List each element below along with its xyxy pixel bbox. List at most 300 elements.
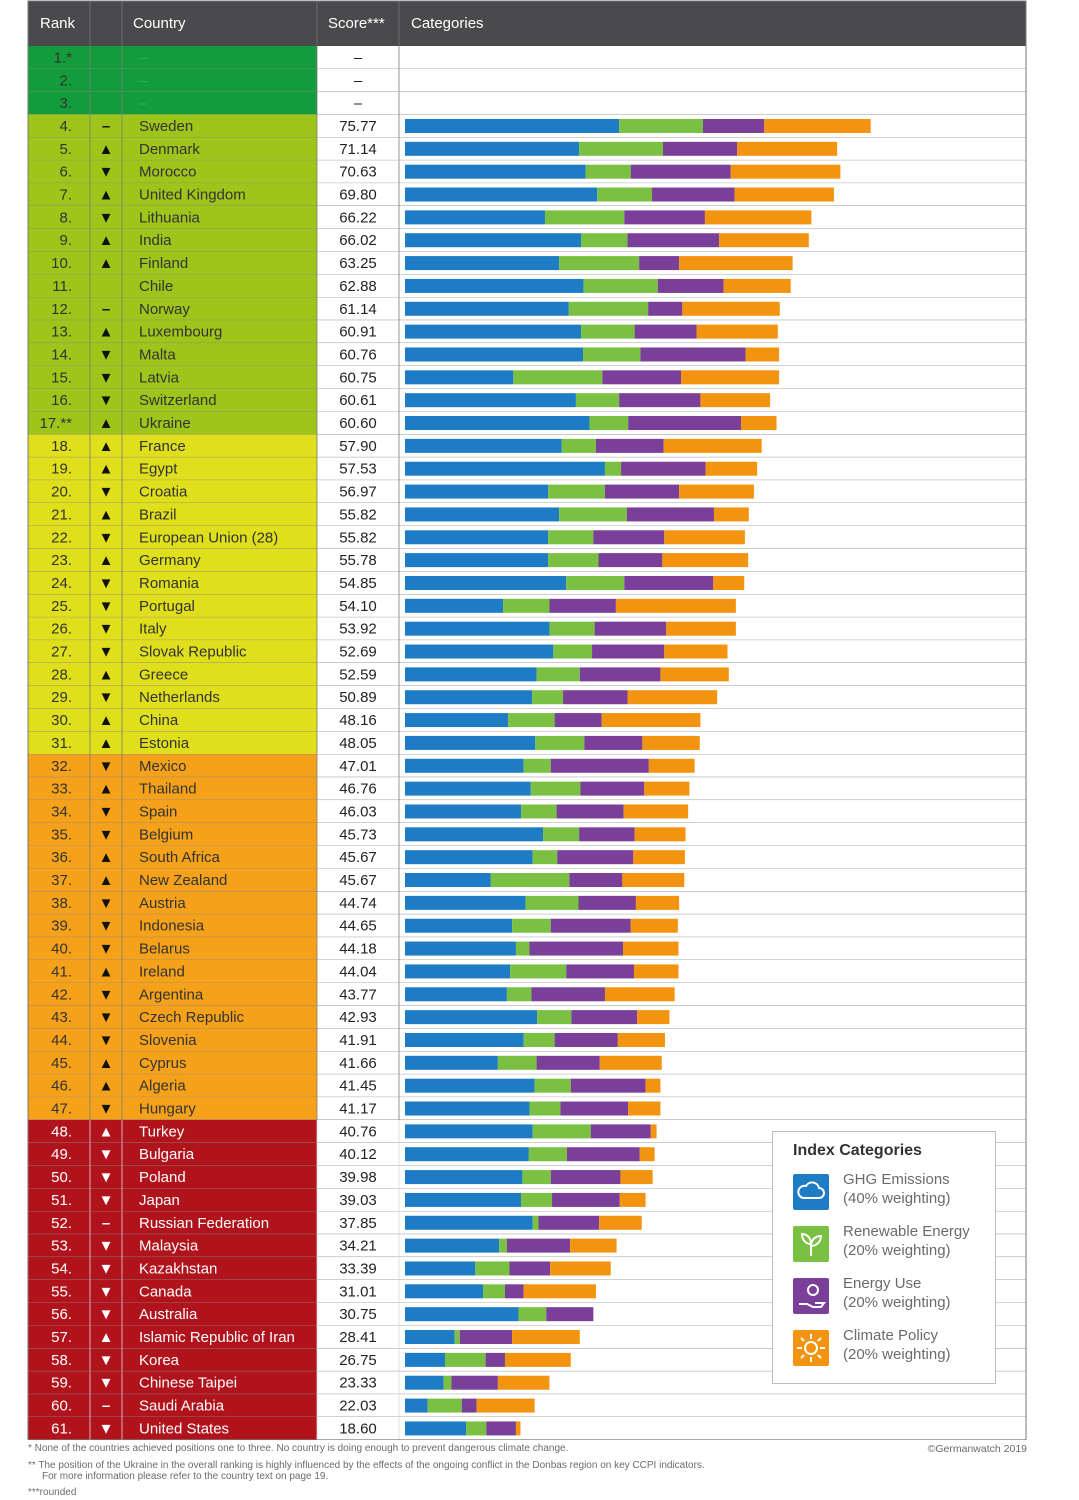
bar-segment-pol: [682, 302, 779, 316]
bar-segment-ghg: [405, 142, 579, 156]
bar-segment-ghg: [405, 1376, 444, 1390]
trend-marker: ▼: [98, 1420, 114, 1438]
country-cell: Lithuania: [139, 209, 200, 227]
country-cell: Sweden: [139, 117, 194, 135]
rank-cell: 54.: [51, 1260, 72, 1278]
bar-segment-use: [537, 1056, 600, 1070]
rank-cell: 22.: [51, 529, 72, 547]
bar-segment-pol: [764, 119, 870, 133]
trend-marker: ▼: [98, 1237, 114, 1255]
score-cell: 70.63: [339, 163, 377, 181]
bar-segment-ghg: [405, 942, 516, 956]
country-cell: Russian Federation: [139, 1214, 270, 1232]
score-cell: 42.93: [339, 1009, 377, 1027]
rank-cell: 42.: [51, 986, 72, 1004]
bar-segment-pol: [660, 667, 728, 681]
country-cell: Norway: [139, 300, 190, 318]
trend-marker: ▼: [98, 940, 114, 958]
bar-segment-ren: [545, 210, 624, 224]
bar-segment-pol: [644, 782, 689, 796]
bar-segment-ren: [619, 119, 703, 133]
score-cell: 55.82: [339, 529, 377, 547]
score-cell: 60.60: [339, 415, 377, 433]
bar-segment-pol: [679, 485, 754, 499]
bar-segment-ren: [584, 279, 658, 293]
country-cell: Spain: [139, 803, 178, 821]
bar-segment-pol: [550, 1261, 611, 1275]
bar-segment-use: [652, 188, 735, 202]
bar-segment-pol: [642, 736, 699, 750]
bar-segment-ren: [569, 302, 648, 316]
rank-cell: 35.: [51, 826, 72, 844]
bar-segment-ghg: [405, 1353, 445, 1367]
rank-cell: 52.: [51, 1214, 72, 1232]
bar-segment-ren: [483, 1284, 505, 1298]
footnote-1: * None of the countries achieved positions one to three. No country is doing enough to prevent dangerous climate change.: [28, 1443, 569, 1454]
score-cell: 18.60: [339, 1420, 377, 1438]
bar-segment-ghg: [405, 896, 526, 910]
trend-marker: ▲: [98, 963, 114, 981]
country-cell: Malaysia: [139, 1237, 199, 1255]
bar-segment-ren: [605, 462, 621, 476]
bar-segment-ghg: [405, 1421, 466, 1435]
bar-segment-ren: [521, 804, 556, 818]
bar-segment-ren: [529, 1147, 567, 1161]
bar-segment-ghg: [405, 188, 597, 202]
bar-segment-use: [569, 873, 622, 887]
bar-segment-use: [566, 964, 634, 978]
bar-segment-ghg: [405, 279, 584, 293]
bar-segment-ghg: [405, 804, 521, 818]
trend-marker: ▲: [98, 506, 114, 524]
score-cell: 54.85: [339, 574, 377, 592]
bar-segment-ghg: [405, 485, 548, 499]
bar-segment-ren: [562, 439, 596, 453]
bar-segment-pol: [524, 1284, 596, 1298]
bar-segment-use: [580, 667, 661, 681]
trend-marker: ▲: [98, 1123, 114, 1141]
bar-segment-pol: [602, 713, 701, 727]
legend-item-energy-use: [793, 1274, 993, 1318]
score-cell: 46.03: [339, 803, 377, 821]
bar-segment-pol: [620, 1193, 646, 1207]
bar-segment-ren: [581, 233, 627, 247]
score-cell: 63.25: [339, 255, 377, 273]
trend-marker: ▲: [98, 849, 114, 867]
row-white-cell: [317, 69, 1026, 92]
trend-marker: ▼: [98, 392, 114, 410]
bar-segment-ren: [548, 485, 605, 499]
bar-segment-ghg: [405, 416, 589, 430]
trend-marker: ▼: [98, 1169, 114, 1187]
bar-segment-pol: [477, 1399, 535, 1413]
trend-marker: –: [101, 1397, 111, 1415]
bar-segment-ren: [583, 347, 640, 361]
score-cell: 41.17: [339, 1100, 377, 1118]
bar-segment-ren: [535, 1079, 571, 1093]
country-cell: Italy: [139, 620, 167, 638]
bar-segment-ren: [597, 188, 652, 202]
country-cell: Austria: [139, 894, 186, 912]
country-cell: Ireland: [139, 963, 185, 981]
country-cell: Romania: [139, 574, 200, 592]
rank-cell: 14.: [51, 346, 72, 364]
rank-cell: 37.: [51, 872, 72, 890]
bar-segment-use: [628, 416, 741, 430]
bar-segment-pol: [620, 1170, 652, 1184]
trend-marker: ▼: [98, 597, 114, 615]
bar-segment-use: [579, 896, 636, 910]
cloud-icon: [793, 1174, 829, 1210]
bar-segment-use: [591, 1124, 651, 1138]
country-cell: Czech Republic: [139, 1009, 245, 1027]
bar-segment-use: [557, 804, 624, 818]
bar-segment-ghg: [405, 987, 507, 1001]
bar-segment-pol: [605, 987, 675, 1001]
rank-cell: 41.: [51, 963, 72, 981]
trend-marker: ▲: [98, 734, 114, 752]
bar-segment-use: [602, 370, 681, 384]
score-cell: 55.82: [339, 506, 377, 524]
bar-segment-pol: [746, 347, 780, 361]
bar-segment-ren: [513, 370, 602, 384]
country-cell: Estonia: [139, 734, 190, 752]
bar-segment-use: [596, 439, 664, 453]
bar-segment-pol: [622, 873, 684, 887]
bar-segment-pol: [731, 165, 841, 179]
country-cell: Australia: [139, 1306, 198, 1324]
bar-segment-use: [486, 1421, 516, 1435]
country-cell: China: [139, 712, 179, 730]
bar-segment-ghg: [405, 1124, 533, 1138]
score-cell: 34.21: [339, 1237, 377, 1255]
rank-cell: 36.: [51, 849, 72, 867]
rank-cell: 44.: [51, 1031, 72, 1049]
rank-cell: 15.: [51, 369, 72, 387]
country-cell: Brazil: [139, 506, 177, 524]
country-cell: Hungary: [139, 1100, 196, 1118]
legend-weight-ghg: (40% weighting): [843, 1190, 951, 1207]
bar-segment-ren: [548, 553, 598, 567]
country-cell: Argentina: [139, 986, 204, 1004]
bar-segment-ren: [533, 1216, 539, 1230]
score-cell: 41.91: [339, 1031, 377, 1049]
country-cell: Germany: [139, 552, 201, 570]
rank-cell: 13.: [51, 323, 72, 341]
legend-label-energy-use: Energy Use: [843, 1275, 922, 1292]
score-cell: 60.61: [339, 392, 377, 410]
country-cell: Kazakhstan: [139, 1260, 218, 1278]
rank-cell: 46.: [51, 1077, 72, 1095]
trend-marker: ▼: [98, 1283, 114, 1301]
bar-segment-ren: [533, 850, 558, 864]
country-cell: Thailand: [139, 780, 197, 798]
country-cell: Cyprus: [139, 1054, 187, 1072]
trend-marker: ▼: [98, 1146, 114, 1164]
score-cell: 40.12: [339, 1146, 377, 1164]
country-cell: Mexico: [139, 757, 187, 775]
trend-marker: ▲: [98, 666, 114, 684]
bar-segment-pol: [649, 759, 695, 773]
country-cell: Morocco: [139, 163, 197, 181]
score-cell: 44.04: [339, 963, 377, 981]
bar-segment-ren: [522, 1170, 550, 1184]
score-cell: 45.73: [339, 826, 377, 844]
bar-segment-use: [555, 713, 602, 727]
score-cell: 44.74: [339, 894, 377, 912]
trend-marker: ▼: [98, 346, 114, 364]
bar-segment-use: [505, 1284, 524, 1298]
rank-cell: 16.: [51, 392, 72, 410]
trend-marker: ▲: [98, 140, 114, 158]
bar-segment-use: [595, 622, 667, 636]
country-cell: Portugal: [139, 597, 195, 615]
bar-segment-ghg: [405, 713, 508, 727]
country-cell: Malta: [139, 346, 176, 364]
bar-segment-ren: [507, 987, 532, 1001]
score-cell: 61.14: [339, 300, 377, 318]
trend-marker: ▲: [98, 1329, 114, 1347]
bar-segment-use: [539, 1216, 600, 1230]
bar-segment-use: [631, 165, 731, 179]
trend-marker: ▼: [98, 1374, 114, 1392]
bar-segment-pol: [637, 1010, 669, 1024]
bar-segment-use: [580, 782, 644, 796]
trend-marker: ▼: [98, 917, 114, 935]
country-cell: Croatia: [139, 483, 188, 501]
bar-segment-ghg: [405, 827, 543, 841]
country-cell: Bulgaria: [139, 1146, 195, 1164]
rank-cell: 33.: [51, 780, 72, 798]
bar-segment-pol: [664, 645, 727, 659]
bar-segment-use: [546, 1307, 593, 1321]
bar-segment-ren: [533, 1124, 591, 1138]
country-cell: Ukraine: [139, 415, 191, 433]
country-cell: Egypt: [139, 460, 178, 478]
bar-segment-ren: [559, 256, 639, 270]
bar-segment-pol: [631, 919, 678, 933]
rank-cell: 40.: [51, 940, 72, 958]
bar-segment-pol: [681, 370, 779, 384]
bar-segment-ghg: [405, 622, 549, 636]
country-cell: Netherlands: [139, 689, 220, 707]
bar-segment-ghg: [405, 1261, 475, 1275]
trend-marker: ▼: [98, 689, 114, 707]
bar-segment-pol: [498, 1376, 550, 1390]
trend-marker: ▼: [98, 483, 114, 501]
copyright: ©Germanwatch 2019: [927, 1443, 1027, 1455]
country-cell: Switzerland: [139, 392, 217, 410]
rank-cell: 59.: [51, 1374, 72, 1392]
rank-cell: 4.: [59, 117, 72, 135]
bar-segment-pol: [737, 142, 837, 156]
bar-segment-ghg: [405, 165, 586, 179]
country-cell: Belgium: [139, 826, 194, 844]
bar-segment-ghg: [405, 507, 559, 521]
country-cell: France: [139, 437, 186, 455]
country-cell: –: [139, 49, 148, 67]
trend-marker: ▲: [98, 415, 114, 433]
score-cell: 56.97: [339, 483, 377, 501]
bar-segment-use: [592, 645, 664, 659]
trend-marker: ▲: [98, 323, 114, 341]
bar-segment-ghg: [405, 256, 559, 270]
trend-marker: ▲: [98, 712, 114, 730]
rank-cell: 51.: [51, 1191, 72, 1209]
bar-segment-ghg: [405, 599, 503, 613]
bar-segment-use: [640, 347, 745, 361]
trend-marker: –: [101, 117, 111, 135]
country-cell: United States: [139, 1420, 230, 1438]
bar-segment-pol: [512, 1330, 580, 1344]
bar-segment-ren: [535, 736, 584, 750]
score-cell: 26.75: [339, 1351, 377, 1369]
bar-segment-ghg: [405, 1239, 499, 1253]
bar-segment-use: [567, 1147, 640, 1161]
score-cell: 52.59: [339, 666, 377, 684]
trend-marker: ▼: [98, 757, 114, 775]
trend-marker: ▼: [98, 643, 114, 661]
score-cell: 47.01: [339, 757, 377, 775]
bar-segment-ghg: [405, 1307, 519, 1321]
bar-segment-ghg: [405, 919, 512, 933]
bar-segment-ghg: [405, 439, 562, 453]
rank-cell: 1.*: [53, 49, 72, 67]
bar-segment-use: [451, 1376, 497, 1390]
rank-cell: 32.: [51, 757, 72, 775]
score-cell: 39.03: [339, 1191, 377, 1209]
country-cell: European Union (28): [139, 529, 279, 547]
country-cell: Saudi Arabia: [139, 1397, 225, 1415]
bar-segment-ren: [516, 942, 530, 956]
country-cell: Chile: [139, 277, 174, 295]
bar-segment-ghg: [405, 462, 605, 476]
score-cell: 71.14: [339, 140, 377, 158]
footnote-3: For more information please refer to the country text on page 19.: [42, 1471, 329, 1482]
score-cell: 57.90: [339, 437, 377, 455]
country-cell: Finland: [139, 255, 189, 273]
country-cell: Islamic Republic of Iran: [139, 1329, 295, 1347]
bar-segment-ren: [499, 1239, 507, 1253]
bar-segment-ghg: [405, 233, 581, 247]
score-cell: 75.77: [339, 117, 377, 135]
country-cell: Korea: [139, 1351, 180, 1369]
bar-segment-use: [509, 1261, 550, 1275]
bar-segment-ghg: [405, 1102, 529, 1116]
score-cell: 60.91: [339, 323, 377, 341]
country-cell: Poland: [139, 1169, 186, 1187]
bar-segment-ren: [531, 782, 581, 796]
rank-cell: 8.: [59, 209, 72, 227]
rank-cell: 38.: [51, 894, 72, 912]
rank-cell: 27.: [51, 643, 72, 661]
trend-marker: ▼: [98, 1260, 114, 1278]
legend-item-renewable: [793, 1222, 993, 1266]
bar-segment-ghg: [405, 1284, 483, 1298]
legend-label-ghg: GHG Emissions: [843, 1171, 950, 1188]
header-score: Score***: [328, 15, 385, 32]
score-cell: 28.41: [339, 1329, 377, 1347]
bar-segment-ghg: [405, 1056, 498, 1070]
rank-cell: 18.: [51, 437, 72, 455]
bar-segment-ghg: [405, 530, 548, 544]
rank-cell: 50.: [51, 1169, 72, 1187]
score-cell: 50.89: [339, 689, 377, 707]
leaf-icon: [793, 1226, 829, 1262]
bar-segment-ghg: [405, 370, 513, 384]
legend-item-policy: [793, 1326, 993, 1370]
trend-marker: ▲: [98, 186, 114, 204]
bar-segment-pol: [741, 416, 776, 430]
bar-segment-ren: [589, 416, 628, 430]
score-cell: –: [353, 49, 363, 67]
bar-segment-ghg: [405, 782, 531, 796]
bar-segment-use: [549, 599, 615, 613]
bar-segment-ghg: [405, 1033, 524, 1047]
legend-item-ghg: [793, 1170, 993, 1214]
bar-segment-ren: [521, 1193, 552, 1207]
hand-gear-icon: [793, 1278, 829, 1314]
bar-segment-use: [605, 485, 679, 499]
rank-cell: 60.: [51, 1397, 72, 1415]
bar-segment-ghg: [405, 964, 510, 978]
country-cell: Denmark: [139, 140, 200, 158]
rank-cell: 28.: [51, 666, 72, 684]
bar-segment-pol: [633, 850, 685, 864]
bar-segment-use: [486, 1353, 505, 1367]
country-cell: –: [139, 95, 148, 113]
bar-segment-pol: [706, 462, 758, 476]
legend-title: Index Categories: [793, 1142, 922, 1159]
trend-marker: ▼: [98, 894, 114, 912]
trend-marker: ▼: [98, 1009, 114, 1027]
bar-segment-pol: [719, 233, 809, 247]
legend-label-policy: Climate Policy: [843, 1327, 939, 1344]
score-cell: 46.76: [339, 780, 377, 798]
bar-segment-use: [571, 1079, 646, 1093]
bar-segment-use: [460, 1330, 512, 1344]
bar-segment-ghg: [405, 759, 524, 773]
rank-cell: 10.: [51, 255, 72, 273]
bar-segment-ghg: [405, 1193, 521, 1207]
bar-segment-ren: [466, 1421, 486, 1435]
rank-cell: 5.: [59, 140, 72, 158]
bar-segment-ren: [559, 507, 627, 521]
bar-segment-ghg: [405, 645, 553, 659]
country-cell: –: [139, 72, 148, 90]
bar-segment-ren: [519, 1307, 547, 1321]
bar-segment-use: [628, 233, 720, 247]
trend-marker: ▼: [98, 529, 114, 547]
bar-segment-ren: [508, 713, 554, 727]
trend-marker: ▼: [98, 163, 114, 181]
bar-segment-pol: [714, 507, 749, 521]
bar-segment-pol: [505, 1353, 571, 1367]
score-cell: 41.45: [339, 1077, 377, 1095]
score-cell: 44.18: [339, 940, 377, 958]
bar-segment-ren: [566, 576, 624, 590]
bar-segment-use: [584, 736, 642, 750]
bar-segment-use: [557, 850, 633, 864]
bar-segment-use: [619, 393, 700, 407]
rank-cell: 9.: [59, 232, 72, 250]
country-cell: South Africa: [139, 849, 220, 867]
header-categories: Categories: [411, 15, 484, 32]
bar-segment-ren: [548, 530, 593, 544]
bar-segment-pol: [666, 622, 736, 636]
bar-segment-ren: [553, 645, 592, 659]
country-cell: Belarus: [139, 940, 190, 958]
